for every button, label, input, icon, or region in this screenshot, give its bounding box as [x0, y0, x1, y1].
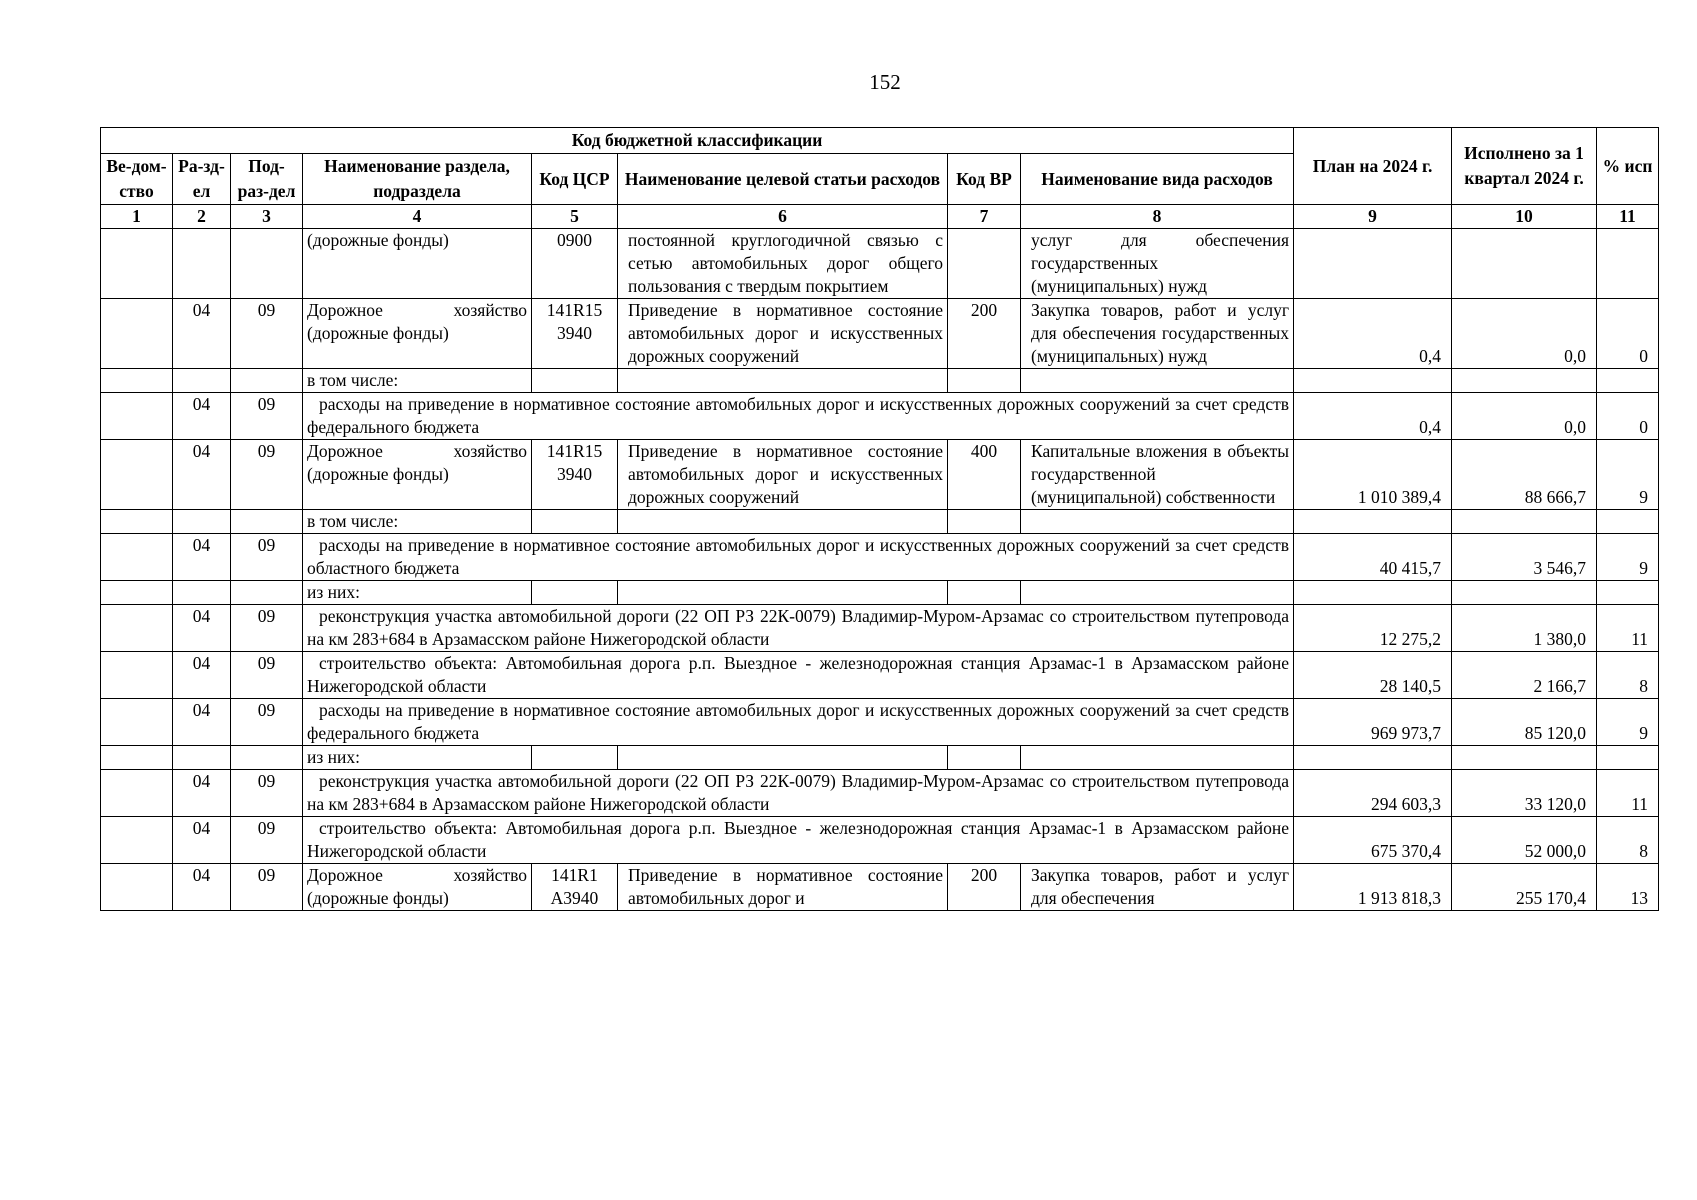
- cell-empty: [948, 746, 1021, 770]
- cell-empty: [618, 369, 948, 393]
- cell-done: 255 170,4: [1452, 864, 1597, 911]
- budget-classification-header: Код бюджетной классификации: [101, 128, 1294, 154]
- cell-vr: [948, 229, 1021, 299]
- cell-podrazdel: [231, 369, 303, 393]
- cell-plan: 1 913 818,3: [1294, 864, 1452, 911]
- cell-podrazdel: [231, 229, 303, 299]
- cell-razdel: 04: [173, 393, 231, 440]
- cell-vr-name: Закупка товаров, работ и услуг для обеспечения: [1021, 864, 1294, 911]
- table-body: [101, 229, 1659, 911]
- cell-vr: 200: [948, 864, 1021, 911]
- cell-empty: [1021, 510, 1294, 534]
- cell-razdel: 04: [173, 652, 231, 699]
- table-row: [101, 510, 1659, 534]
- cell-plan: 28 140,5: [1294, 652, 1452, 699]
- cell-razdel: 04: [173, 605, 231, 652]
- cell-empty: [1021, 369, 1294, 393]
- cell-vr: 400: [948, 440, 1021, 510]
- cell-podrazdel: 09: [231, 605, 303, 652]
- cell-done: 0,0: [1452, 393, 1597, 440]
- cell-plan: 1 010 389,4: [1294, 440, 1452, 510]
- cell-empty: [1597, 369, 1659, 393]
- cell-empty: [1597, 746, 1659, 770]
- cell-expense-description: реконструкция участка автомобильной дороги (22 ОП РЗ 22К-0079) Владимир-Муром-Арзамас со строительством путепровода на км 283+684 в Арзамасском районе Нижегородской области: [303, 605, 1294, 652]
- cell-vedomstvo: [101, 864, 173, 911]
- cell-plan: 969 973,7: [1294, 699, 1452, 746]
- cell-expense-description: расходы на приведение в нормативное состояние автомобильных дорог и искусственных дорожных сооружений за счет средств федерального бюджета: [303, 393, 1294, 440]
- cell-podrazdel: 09: [231, 299, 303, 369]
- cell-csr: 141R1 A3940: [532, 864, 618, 911]
- cell-razdel: 04: [173, 699, 231, 746]
- cell-plan: 0,4: [1294, 299, 1452, 369]
- cell-empty: [618, 746, 948, 770]
- col-header-percent: % исп: [1597, 128, 1659, 205]
- cell-empty: [1452, 510, 1597, 534]
- cell-subtotal-label: в том числе:: [303, 510, 532, 534]
- cell-vedomstvo: [101, 581, 173, 605]
- cell-vr-name: Капитальные вложения в объекты государственной (муниципальной) собственности: [1021, 440, 1294, 510]
- cell-percent: 8: [1597, 652, 1659, 699]
- cell-empty: [1294, 510, 1452, 534]
- column-number: 5: [532, 205, 618, 229]
- page-number: 152: [869, 70, 901, 94]
- cell-plan: 40 415,7: [1294, 534, 1452, 581]
- cell-plan: [1294, 229, 1452, 299]
- table-row: [101, 534, 1659, 581]
- table-row: [101, 652, 1659, 699]
- table-row: [101, 581, 1659, 605]
- table-row: [101, 817, 1659, 864]
- cell-target-name: Приведение в нормативное состояние автомобильных дорог и искусственных дорожных сооружений: [618, 299, 948, 369]
- cell-empty: [1597, 510, 1659, 534]
- cell-expense-description: расходы на приведение в нормативное состояние автомобильных дорог и искусственных дорожных сооружений за счет средств федерального бюджета: [303, 699, 1294, 746]
- cell-percent: 11: [1597, 770, 1659, 817]
- cell-empty: [1452, 369, 1597, 393]
- cell-razdel: 04: [173, 440, 231, 510]
- cell-plan: 0,4: [1294, 393, 1452, 440]
- cell-section-name: Дорожное хозяйство (дорожные фонды): [303, 299, 532, 369]
- column-number: 2: [173, 205, 231, 229]
- cell-podrazdel: 09: [231, 864, 303, 911]
- cell-empty: [532, 369, 618, 393]
- cell-vedomstvo: [101, 534, 173, 581]
- cell-percent: 8: [1597, 817, 1659, 864]
- cell-percent: 0: [1597, 299, 1659, 369]
- table-row: [101, 699, 1659, 746]
- cell-vedomstvo: [101, 393, 173, 440]
- cell-target-name: постоянной круглогодичной связью с сетью автомобильных дорог общего пользования с твердым покрытием: [618, 229, 948, 299]
- cell-empty: [1021, 746, 1294, 770]
- col-header-podrazdel: Под-раз-дел: [231, 154, 303, 205]
- cell-percent: 9: [1597, 534, 1659, 581]
- col-header-plan: План на 2024 г.: [1294, 128, 1452, 205]
- cell-subtotal-label: из них:: [303, 746, 532, 770]
- column-number: 3: [231, 205, 303, 229]
- cell-done: 1 380,0: [1452, 605, 1597, 652]
- col-header-done: Исполнено за 1 квартал 2024 г.: [1452, 128, 1597, 205]
- cell-razdel: [173, 369, 231, 393]
- col-header-razdel: Ра-зд-ел: [173, 154, 231, 205]
- column-number: 7: [948, 205, 1021, 229]
- table-row: [101, 770, 1659, 817]
- cell-empty: [1294, 369, 1452, 393]
- cell-razdel: 04: [173, 534, 231, 581]
- cell-target-name: Приведение в нормативное состояние автомобильных дорог и: [618, 864, 948, 911]
- column-number: 8: [1021, 205, 1294, 229]
- cell-podrazdel: 09: [231, 393, 303, 440]
- cell-vedomstvo: [101, 510, 173, 534]
- cell-percent: 0: [1597, 393, 1659, 440]
- cell-empty: [532, 510, 618, 534]
- cell-vedomstvo: [101, 652, 173, 699]
- cell-done: 88 666,7: [1452, 440, 1597, 510]
- cell-done: [1452, 229, 1597, 299]
- cell-razdel: 04: [173, 864, 231, 911]
- cell-empty: [618, 581, 948, 605]
- cell-empty: [948, 369, 1021, 393]
- cell-empty: [948, 510, 1021, 534]
- cell-vedomstvo: [101, 605, 173, 652]
- cell-podrazdel: 09: [231, 652, 303, 699]
- column-number: 6: [618, 205, 948, 229]
- table-row: [101, 746, 1659, 770]
- cell-vr: 200: [948, 299, 1021, 369]
- cell-podrazdel: [231, 581, 303, 605]
- cell-razdel: [173, 229, 231, 299]
- col-header-vr-name: Наименование вида расходов: [1021, 154, 1294, 205]
- cell-section-name: Дорожное хозяйство (дорожные фонды): [303, 440, 532, 510]
- cell-expense-description: реконструкция участка автомобильной дороги (22 ОП РЗ 22К-0079) Владимир-Муром-Арзамас со строительством путепровода на км 283+684 в Арзамасском районе Нижегородской области: [303, 770, 1294, 817]
- column-numbers-row: [101, 205, 1659, 229]
- cell-subtotal-label: в том числе:: [303, 369, 532, 393]
- cell-vedomstvo: [101, 770, 173, 817]
- cell-empty: [618, 510, 948, 534]
- table-row: [101, 605, 1659, 652]
- cell-percent: [1597, 229, 1659, 299]
- table-row: [101, 440, 1659, 510]
- cell-vedomstvo: [101, 746, 173, 770]
- budget-table: [100, 127, 1659, 911]
- cell-vedomstvo: [101, 817, 173, 864]
- cell-empty: [532, 746, 618, 770]
- cell-percent: 9: [1597, 440, 1659, 510]
- cell-plan: 294 603,3: [1294, 770, 1452, 817]
- cell-percent: 11: [1597, 605, 1659, 652]
- cell-vedomstvo: [101, 369, 173, 393]
- cell-empty: [1452, 746, 1597, 770]
- cell-done: 3 546,7: [1452, 534, 1597, 581]
- cell-razdel: 04: [173, 299, 231, 369]
- col-header-target-name: Наименование целевой статьи расходов: [618, 154, 948, 205]
- cell-razdel: 04: [173, 817, 231, 864]
- cell-done: 33 120,0: [1452, 770, 1597, 817]
- cell-podrazdel: [231, 510, 303, 534]
- cell-podrazdel: [231, 746, 303, 770]
- cell-podrazdel: 09: [231, 440, 303, 510]
- cell-csr: 141R15 3940: [532, 440, 618, 510]
- cell-done: 2 166,7: [1452, 652, 1597, 699]
- cell-expense-description: расходы на приведение в нормативное состояние автомобильных дорог и искусственных дорожных сооружений за счет средств областного бюджета: [303, 534, 1294, 581]
- col-header-csr: Код ЦСР: [532, 154, 618, 205]
- cell-podrazdel: 09: [231, 699, 303, 746]
- cell-empty: [1021, 581, 1294, 605]
- cell-empty: [1294, 746, 1452, 770]
- cell-empty: [1597, 581, 1659, 605]
- table-row: [101, 369, 1659, 393]
- table-row: [101, 299, 1659, 369]
- table-row: [101, 393, 1659, 440]
- cell-plan: 12 275,2: [1294, 605, 1452, 652]
- cell-csr: 141R15 3940: [532, 299, 618, 369]
- cell-podrazdel: 09: [231, 770, 303, 817]
- cell-expense-description: строительство объекта: Автомобильная дорога р.п. Выездное - железнодорожная станция Арзамас-1 в Арзамасском районе Нижегородской области: [303, 652, 1294, 699]
- cell-target-name: Приведение в нормативное состояние автомобильных дорог и искусственных дорожных сооружений: [618, 440, 948, 510]
- col-header-vr: Код ВР: [948, 154, 1021, 205]
- cell-subtotal-label: из них:: [303, 581, 532, 605]
- cell-razdel: [173, 581, 231, 605]
- cell-done: 52 000,0: [1452, 817, 1597, 864]
- col-header-section-name: Наименование раздела, подраздела: [303, 154, 532, 205]
- cell-podrazdel: 09: [231, 817, 303, 864]
- col-header-vedomstvo: Ве-дом-ство: [101, 154, 173, 205]
- cell-csr: 0900: [532, 229, 618, 299]
- cell-vedomstvo: [101, 299, 173, 369]
- cell-empty: [948, 581, 1021, 605]
- cell-empty: [1294, 581, 1452, 605]
- cell-empty: [532, 581, 618, 605]
- cell-percent: 9: [1597, 699, 1659, 746]
- cell-podrazdel: 09: [231, 534, 303, 581]
- cell-razdel: [173, 746, 231, 770]
- cell-section-name: (дорожные фонды): [303, 229, 532, 299]
- cell-vr-name: Закупка товаров, работ и услуг для обеспечения государственных (муниципальных) нужд: [1021, 299, 1294, 369]
- table-row: [101, 229, 1659, 299]
- cell-done: 0,0: [1452, 299, 1597, 369]
- cell-expense-description: строительство объекта: Автомобильная дорога р.п. Выездное - железнодорожная станция Арзамас-1 в Арзамасском районе Нижегородской области: [303, 817, 1294, 864]
- column-number: 9: [1294, 205, 1452, 229]
- cell-vedomstvo: [101, 699, 173, 746]
- column-number: 1: [101, 205, 173, 229]
- column-number: 10: [1452, 205, 1597, 229]
- table-row: [101, 864, 1659, 911]
- cell-done: 85 120,0: [1452, 699, 1597, 746]
- column-number: 4: [303, 205, 532, 229]
- cell-empty: [1452, 581, 1597, 605]
- cell-vedomstvo: [101, 229, 173, 299]
- cell-plan: 675 370,4: [1294, 817, 1452, 864]
- cell-vedomstvo: [101, 440, 173, 510]
- cell-razdel: 04: [173, 770, 231, 817]
- column-number: 11: [1597, 205, 1659, 229]
- cell-razdel: [173, 510, 231, 534]
- cell-vr-name: услуг для обеспечения государственных (муниципальных) нужд: [1021, 229, 1294, 299]
- cell-percent: 13: [1597, 864, 1659, 911]
- cell-section-name: Дорожное хозяйство (дорожные фонды): [303, 864, 532, 911]
